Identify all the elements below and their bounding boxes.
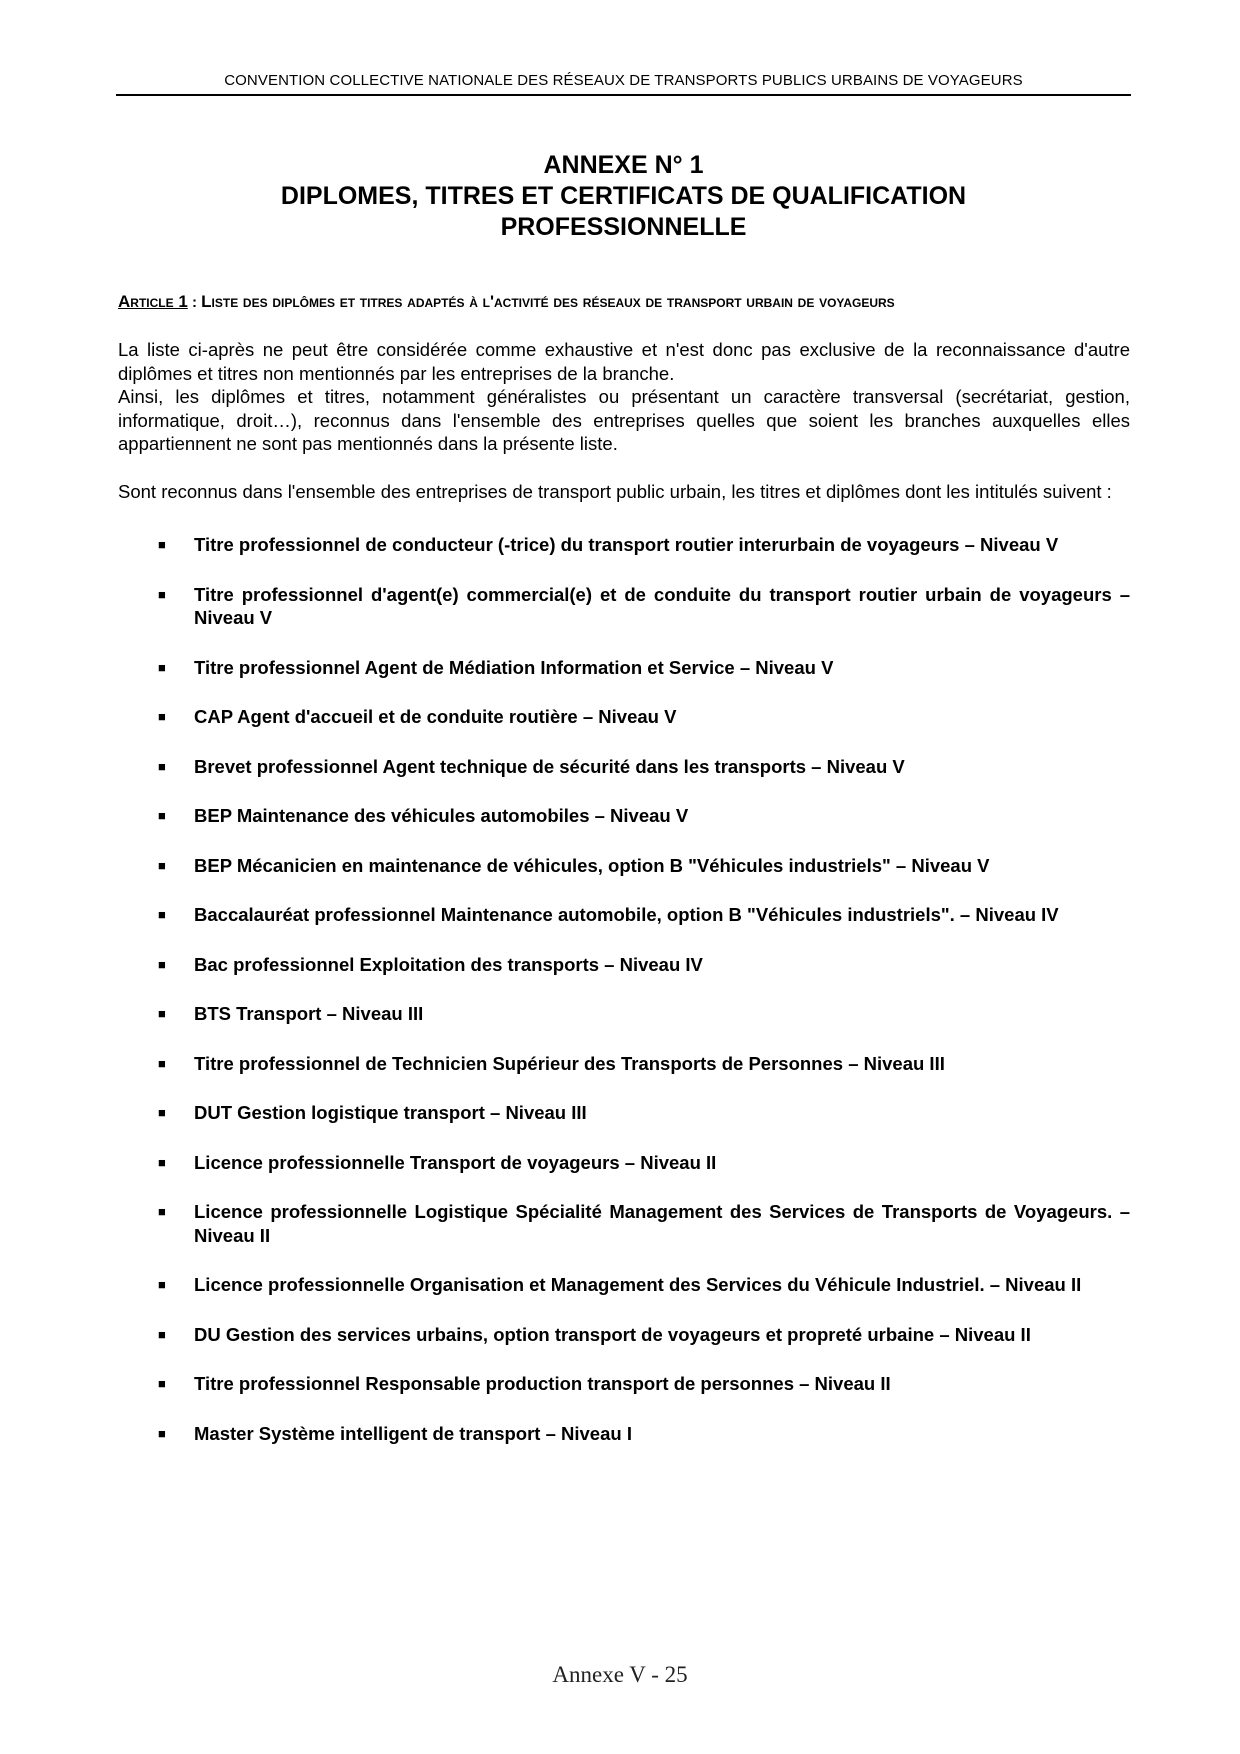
page-content xyxy=(118,290,1130,1471)
diploma-label: Titre professionnel de Technicien Supérieur des Transports de Personnes – Niveau III xyxy=(194,1052,945,1074)
diploma-list-item xyxy=(118,854,1130,878)
diploma-label: Titre professionnel de conducteur (-trice) du transport routier interurbain de voyageurs – Niveau V xyxy=(194,534,1059,555)
diploma-label: Titre professionnel Responsable production transport de personnes – Niveau II xyxy=(194,1373,891,1394)
annex-title-line: PROFESSIONNELLE xyxy=(500,213,747,241)
diploma-label: Licence professionnelle Transport de voyageurs – Niveau II xyxy=(194,1151,717,1173)
diploma-list-item xyxy=(118,705,1130,729)
diploma-label: Licence professionnelle Logistique Spécialité Management des Services de Transports de Voyageurs. – Niveau II xyxy=(194,1201,1130,1246)
square-bullet-icon: ■ xyxy=(158,956,166,972)
diploma-label: DUT Gestion logistique transport – Niveau III xyxy=(194,1102,587,1123)
diploma-label: Bac professionnel Exploitation des transports – Niveau IV xyxy=(194,953,703,975)
diploma-list-item xyxy=(118,1422,1130,1446)
square-bullet-icon: ■ xyxy=(158,1204,166,1219)
diploma-list-item xyxy=(118,533,1130,557)
square-bullet-icon: ■ xyxy=(158,1154,166,1170)
diploma-label: Master Système intelligent de transport – Niveau I xyxy=(194,1422,632,1444)
paragraph-line: Ainsi, les diplômes et titres, notamment généralistes ou présentant un caractère transversal (secrétariat, gestion, informatique, droit…), reconnus dans l'ensemble des entreprises quelles que soient les branches auxquelles elles appartiennent ne sont pas mentionnés dans la présente liste. xyxy=(118,386,1130,454)
square-bullet-icon: ■ xyxy=(158,1326,166,1342)
diploma-list-item xyxy=(118,804,1130,828)
square-bullet-icon: ■ xyxy=(158,857,166,873)
diploma-list-item xyxy=(118,903,1130,927)
annex-number: ANNEXE N° 1 xyxy=(543,151,704,179)
annex-title xyxy=(116,150,1131,243)
diploma-list-item xyxy=(118,1151,1130,1175)
diploma-label: Licence professionnelle Organisation et Management des Services du Véhicule Industriel. – Niveau II xyxy=(194,1274,1082,1295)
square-bullet-icon: ■ xyxy=(158,907,166,922)
diploma-list-item xyxy=(118,1200,1130,1247)
diploma-list-item xyxy=(118,1052,1130,1076)
diploma-list-item xyxy=(118,755,1130,779)
diploma-label: BEP Maintenance des véhicules automobiles – Niveau V xyxy=(194,805,689,826)
article-title: Liste des diplômes et titres adaptés à l'activité des réseaux de transport urbain de voyageurs xyxy=(201,292,895,311)
article-number: Article 1 xyxy=(118,292,188,311)
article-heading xyxy=(118,290,1130,314)
square-bullet-icon: ■ xyxy=(158,1425,166,1441)
square-bullet-icon: ■ xyxy=(158,709,166,724)
square-bullet-icon: ■ xyxy=(158,1105,166,1120)
intro-paragraph xyxy=(118,338,1130,456)
diploma-list-item xyxy=(118,1372,1130,1396)
article-separator: : xyxy=(187,294,202,311)
diploma-label: Titre professionnel d'agent(e) commercial(e) et de conduite du transport routier urbain de voyageurs – Niveau V xyxy=(194,583,1130,628)
square-bullet-icon: ■ xyxy=(158,1055,166,1071)
square-bullet-icon: ■ xyxy=(158,1376,166,1391)
annex-title-line: DIPLOMES, TITRES ET CERTIFICATS DE QUALIFICATION xyxy=(280,182,967,210)
diploma-list-item xyxy=(118,1323,1130,1347)
diploma-list-item xyxy=(118,1273,1130,1297)
paragraph-line: La liste ci-après ne peut être considérée comme exhaustive et n'est donc pas exclusive de la reconnaissance d'autre diplômes et titres non mentionnés par les entreprises de la branche. xyxy=(118,339,1130,384)
diploma-list-item xyxy=(118,1101,1130,1125)
diploma-label: DU Gestion des services urbains, option transport de voyageurs et propreté urbaine – Niveau II xyxy=(194,1323,1031,1345)
square-bullet-icon: ■ xyxy=(158,659,166,675)
diploma-list-item xyxy=(118,1002,1130,1026)
square-bullet-icon: ■ xyxy=(158,758,166,774)
square-bullet-icon: ■ xyxy=(158,537,166,552)
diploma-label: BTS Transport – Niveau III xyxy=(194,1003,424,1024)
diploma-list-item xyxy=(118,583,1130,630)
diploma-list-item xyxy=(118,953,1130,977)
page-footer: Annexe V - 25 xyxy=(552,1662,688,1687)
diploma-label: Titre professionnel Agent de Médiation Information et Service – Niveau V xyxy=(194,656,834,678)
square-bullet-icon: ■ xyxy=(158,586,166,602)
diploma-label: CAP Agent d'accueil et de conduite routière – Niveau V xyxy=(194,706,677,727)
running-header: CONVENTION COLLECTIVE NATIONALE DES RÉSEAUX DE TRANSPORTS PUBLICS URBAINS DE VOYAGEURS xyxy=(224,72,1023,89)
list-intro-paragraph: Sont reconnus dans l'ensemble des entreprises de transport public urbain, les titres et diplômes dont les intitulés suivent : xyxy=(118,480,1112,502)
header-rule xyxy=(116,94,1131,96)
square-bullet-icon: ■ xyxy=(158,808,166,823)
diploma-label: Baccalauréat professionnel Maintenance automobile, option B "Véhicules industriels". – Niveau IV xyxy=(194,904,1059,925)
diploma-label: BEP Mécanicien en maintenance de véhicules, option B "Véhicules industriels" – Niveau V xyxy=(194,854,990,876)
diploma-list-item xyxy=(118,656,1130,680)
diploma-list xyxy=(118,533,1130,1445)
diploma-label: Brevet professionnel Agent technique de sécurité dans les transports – Niveau V xyxy=(194,755,905,777)
square-bullet-icon: ■ xyxy=(158,1006,166,1021)
square-bullet-icon: ■ xyxy=(158,1277,166,1292)
